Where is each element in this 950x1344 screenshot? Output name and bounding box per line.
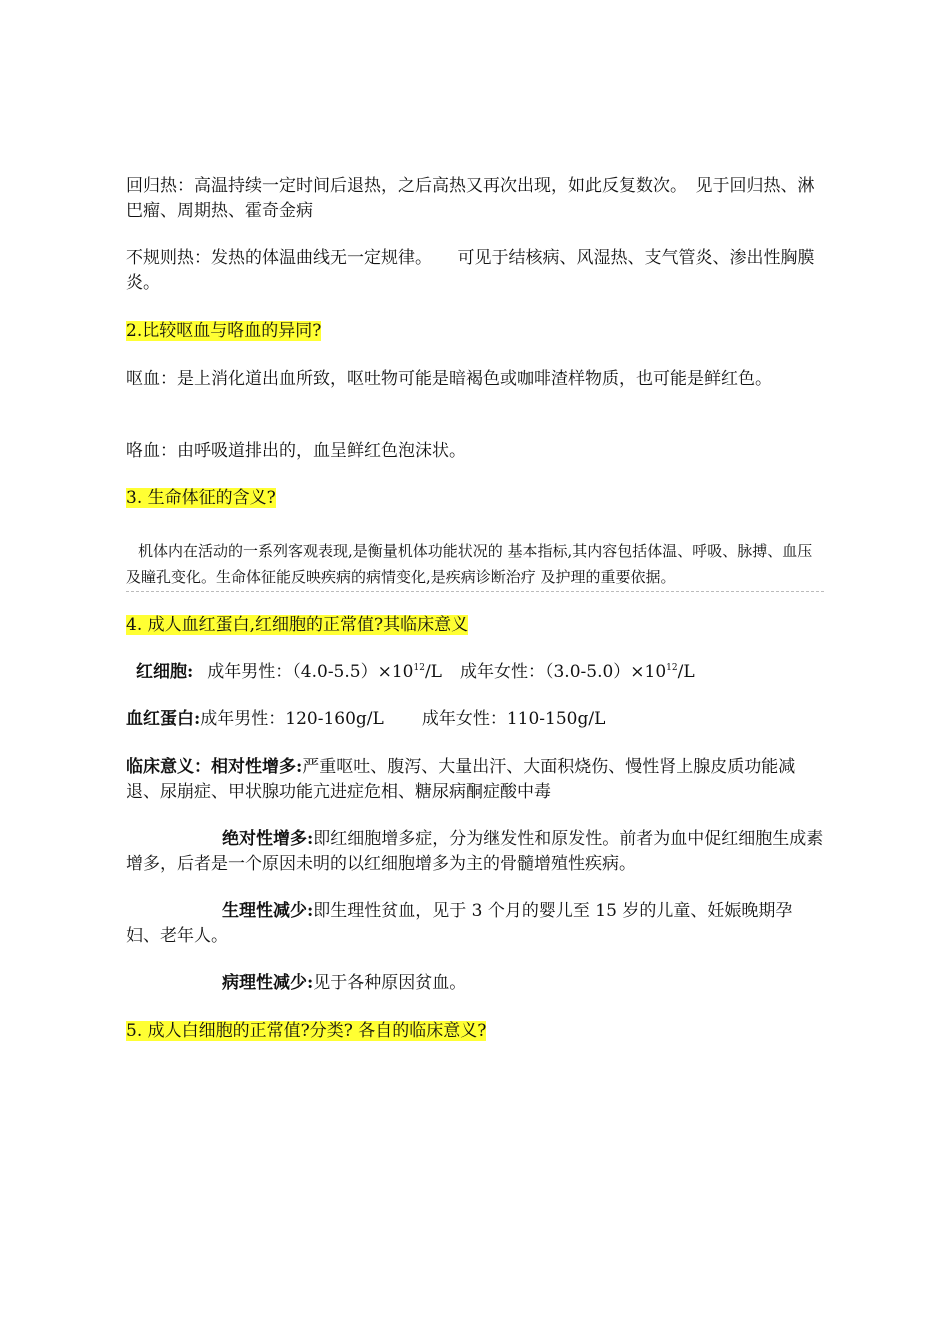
irregular-fever-paragraph: 不规则热：发热的体温曲线无一定规律。 可见于结核病、风湿热、支气管炎、渗出性胸膜炎。 <box>126 248 815 293</box>
question-3-title: 3. 生命体征的含义? <box>126 488 276 508</box>
hemoglobin-male-value: 成年男性：120-160g/L <box>200 709 384 729</box>
clinical-relative-paragraph <box>126 755 826 805</box>
question-4-title: 4. 成人血红蛋白,红细胞的正常值?其临床意义 <box>126 615 469 635</box>
hemoglobin-female-value: 成年女性：110-150g/L <box>421 709 606 729</box>
question-3-heading <box>126 486 826 511</box>
relapsing-fever-paragraph: 回归热：高温持续一定时间后退热，之后高热又再次出现，如此反复数次。 见于回归热、淋巴瘤、周期热、霍奇金病 <box>126 176 815 221</box>
section-divider <box>126 591 824 592</box>
absolute-increase-text: 即红细胞增多症，分为继发性和原发性。前者为血中促红细胞生成素增多，后者是一个原因未明的以红细胞增多为主的骨髓增殖性疾病。 <box>126 829 824 874</box>
clinical-pathological-paragraph <box>126 971 826 996</box>
rbc-female-value: 成年女性：$(3.0-5.0)\times 10^{12}/L$ <box>459 662 695 682</box>
hematemesis-paragraph: 呕血：是上消化道出血所致，呕吐物可能是暗褐色或咖啡渣样物质，也可能是鲜红色。 <box>126 369 772 389</box>
relative-increase-label: 相对性增多: <box>211 757 303 777</box>
clinical-significance-label: 临床意义： <box>126 757 211 777</box>
question-5-heading <box>126 1019 826 1044</box>
hemoglobin-label: 血红蛋白: <box>126 709 201 729</box>
vital-signs-answer: 机体内在活动的一系列客观表现,是衡量机体功能状况的 基本指标,其内容包括体温、呼吸、脉搏、血压及瞳孔变化。生命体征能反映疾病的病情变化,是疾病诊断治疗 及护理的重要依据。 <box>126 542 813 586</box>
pathological-decrease-label: 病理性减少: <box>222 973 314 993</box>
rbc-values-line <box>126 660 836 685</box>
physiological-decrease-text: 即生理性贫血，见于 3 个月的婴儿至 15 岁的儿童、妊娠晚期孕妇、老年人。 <box>126 901 793 946</box>
clinical-physiological-paragraph <box>126 899 826 949</box>
rbc-label: 红细胞: <box>136 662 194 682</box>
hemoglobin-values-line <box>126 707 826 732</box>
question-4-heading <box>126 613 826 638</box>
pathological-decrease-text: 见于各种原因贫血。 <box>313 973 467 993</box>
question-5-title: 5. 成人白细胞的正常值?分类? 各自的临床意义? <box>126 1021 487 1041</box>
absolute-increase-label: 绝对性增多: <box>222 829 314 849</box>
rbc-male-value: 成年男性：$(4.0-5.5)\times 10^{12}/L$ <box>207 662 442 682</box>
question-2-title: 2.比较呕血与咯血的异同? <box>126 321 322 341</box>
clinical-absolute-paragraph <box>126 827 826 877</box>
question-2-heading <box>126 319 826 344</box>
physiological-decrease-label: 生理性减少: <box>222 901 314 921</box>
relative-increase-text: 严重呕吐、腹泻、大量出汗、大面积烧伤、慢性肾上腺皮质功能减退、尿崩症、甲状腺功能亢进症危相、糖尿病酮症酸中毒 <box>126 757 796 802</box>
hemoptysis-paragraph: 咯血：由呼吸道排出的，血呈鲜红色泡沫状。 <box>126 441 466 461</box>
